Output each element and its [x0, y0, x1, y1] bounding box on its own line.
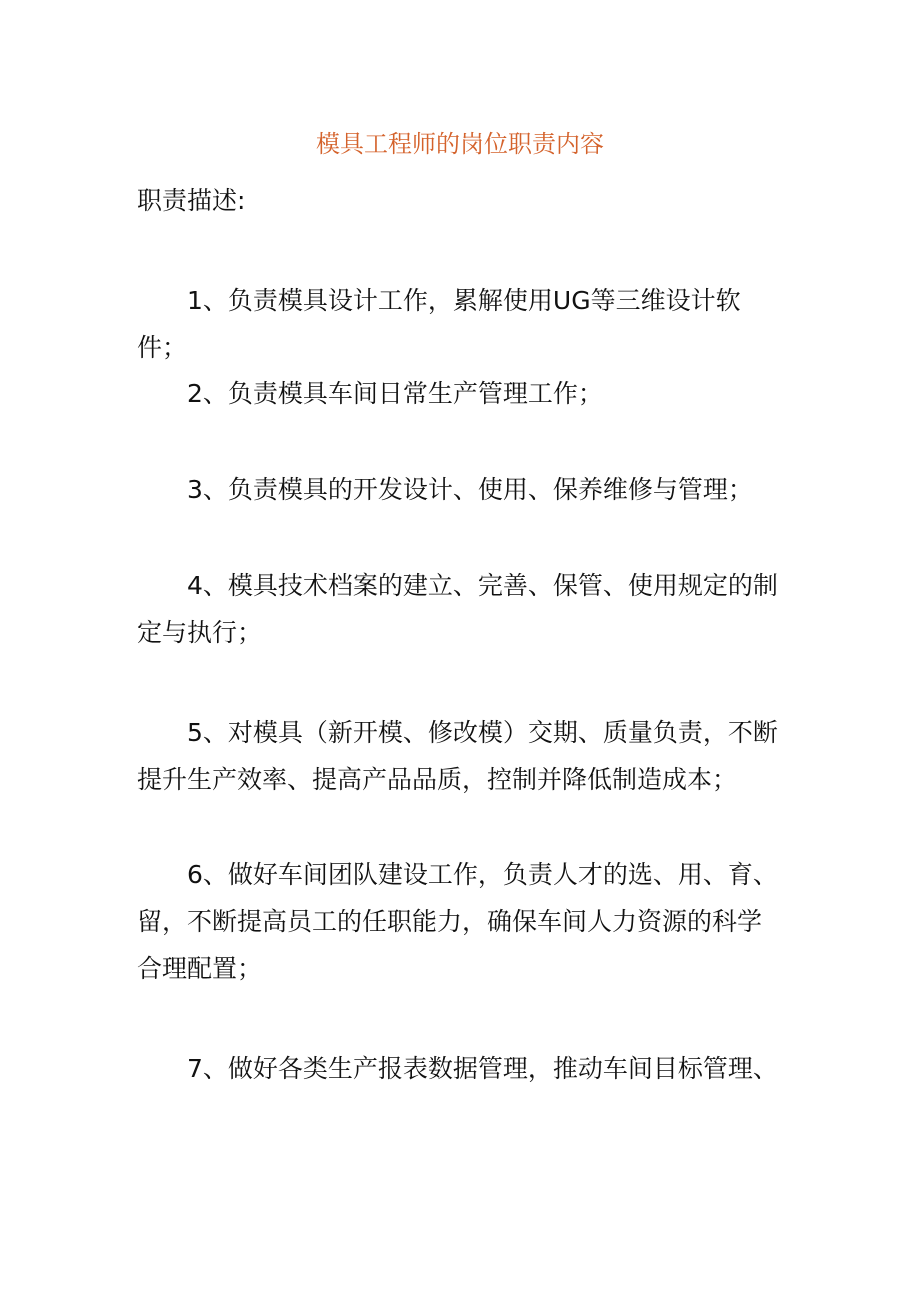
duty-item-5: 5、对模具（新开模、修改模）交期、质量负责，不断提升生产效率、提高产品品质，控制并降低制造成本； [137, 718, 778, 794]
document-title: 模具工程师的岗位职责内容 [316, 130, 604, 158]
duty-item-4: 4、模具技术档案的建立、完善、保管、使用规定的制定与执行； [137, 571, 778, 647]
duty-item-7: 7、做好各类生产报表数据管理，推动车间目标管理、 [187, 1054, 778, 1083]
duty-item-2: 2、负责模具车间日常生产管理工作； [187, 379, 603, 408]
duty-item-6: 6、做好车间团队建设工作，负责人才的选、用、育、留，不断提高员工的任职能力，确保车间人力资源的科学合理配置； [137, 860, 778, 983]
section-heading: 职责描述: [137, 186, 246, 215]
duty-item-1: 1、负责模具设计工作，累解使用UG等三维设计软件； [137, 286, 741, 362]
duty-item-3: 3、负责模具的开发设计、使用、保养维修与管理； [187, 475, 753, 504]
